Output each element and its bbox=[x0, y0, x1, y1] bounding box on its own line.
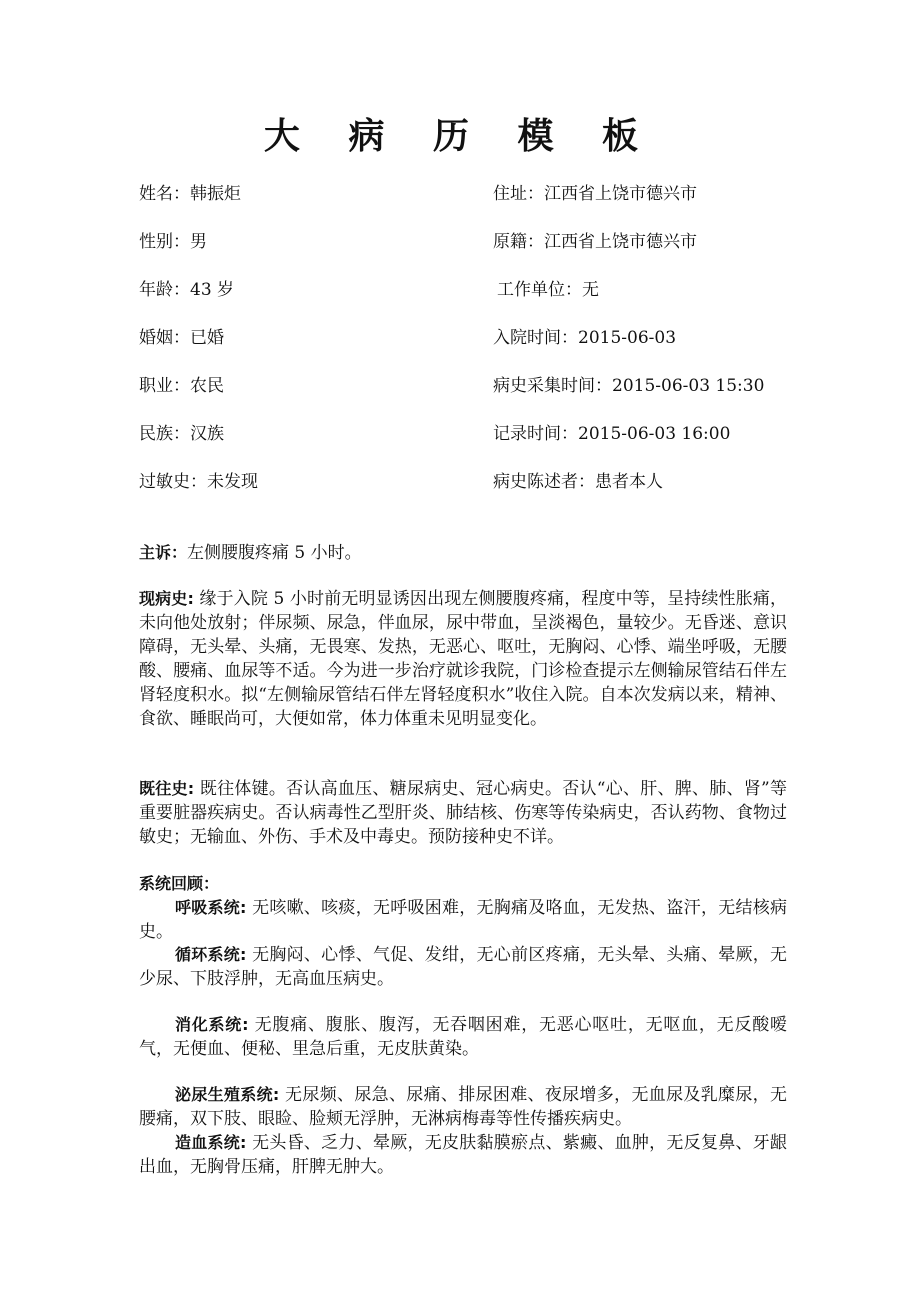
present-illness bbox=[139, 587, 787, 731]
review-label: 循环系统: bbox=[175, 945, 247, 964]
present-illness-label: 现病史: bbox=[139, 589, 194, 608]
info-value: 农民 bbox=[190, 376, 224, 396]
info-value: 江西省上饶市德兴市 bbox=[544, 232, 697, 252]
info-label: 原籍： bbox=[493, 232, 544, 252]
info-value: 2015-06-03 bbox=[578, 328, 677, 348]
past-history bbox=[139, 777, 787, 849]
review-label: 呼吸系统: bbox=[175, 898, 247, 917]
review-text: 无尿频、尿急、尿痛、排尿困难、夜尿增多，无血尿及乳糜尿，无腰痛，双下肢、眼睑、脸颊无浮肿，无淋病梅毒等性传播疾病史。 bbox=[139, 1085, 788, 1129]
document-title: 大 病 历 模 板 bbox=[263, 116, 657, 157]
info-value: 2015-06-03 15:30 bbox=[612, 376, 765, 396]
info-label: 性别： bbox=[139, 232, 190, 252]
info-allergy bbox=[139, 470, 258, 494]
chief-complaint-text: 左侧腰腹疼痛 5 小时。 bbox=[187, 543, 362, 563]
info-value: 未发现 bbox=[207, 472, 258, 492]
info-workplace bbox=[497, 278, 599, 302]
review-hematopoietic bbox=[139, 1131, 787, 1179]
info-label: 过敏史： bbox=[139, 472, 207, 492]
info-name bbox=[139, 182, 241, 206]
review-text: 无腹痛、腹胀、腹泻，无吞咽困难，无恶心呕吐，无呕血，无反酸嗳气，无便血、便秘、里急后重，无皮肤黄染。 bbox=[139, 1015, 787, 1059]
info-label: 民族： bbox=[139, 424, 190, 444]
chief-complaint-label: 主诉： bbox=[139, 543, 188, 562]
info-value: 无 bbox=[582, 280, 599, 300]
info-label: 工作单位： bbox=[497, 280, 582, 300]
past-history-text: 既往体键。否认高血压、糖尿病史、冠心病史。否认“心、肝、脾、肺、肾”等重要脏器疾病史。否认病毒性乙型肝炎、肺结核、伤寒等传染病史，否认药物、食物过敏史；无输血、外伤、手术及中毒史。预防接种史不详。 bbox=[139, 779, 787, 847]
info-value: 男 bbox=[190, 232, 207, 252]
info-admission-time bbox=[493, 326, 676, 350]
chief-complaint bbox=[139, 541, 787, 565]
review-text: 无咳嗽、咳痰，无呼吸困难，无胸痛及咯血，无发热、盗汗，无结核病史。 bbox=[139, 898, 787, 942]
info-label: 年龄： bbox=[139, 280, 190, 300]
info-value: 韩振炬 bbox=[190, 184, 241, 204]
info-occupation bbox=[139, 374, 224, 398]
info-label: 记录时间： bbox=[493, 424, 578, 444]
review-respiratory bbox=[139, 896, 787, 944]
info-label: 住址： bbox=[493, 184, 544, 204]
review-text: 无胸闷、心悸、气促、发绀，无心前区疼痛，无头晕、头痛、晕厥，无少尿、下肢浮肿，无高血压病史。 bbox=[139, 945, 787, 989]
info-narrator bbox=[493, 470, 663, 494]
info-value: 已婚 bbox=[190, 328, 224, 348]
info-value: 43 岁 bbox=[190, 280, 235, 300]
past-history-label: 既往史: bbox=[139, 779, 195, 798]
info-origin bbox=[493, 230, 697, 254]
info-value: 江西省上饶市德兴市 bbox=[544, 184, 697, 204]
present-illness-text: 缘于入院 5 小时前无明显诱因出现左侧腰腹疼痛，程度中等，呈持续性胀痛，未向他处放射；伴尿频、尿急，伴血尿，尿中带血，呈淡褐色，量较少。无昏迷、意识障碍，无头晕、头痛，无畏寒、发热，无恶心、呕吐，无胸闷、心悸、端坐呼吸，无腰酸、腰痛、血尿等不适。今为进一步治疗就诊我院，门诊检查提示左侧输尿管结石伴左肾轻度积水。拟“左侧输尿管结石伴左肾轻度积水”收住入院。自本次发病以来，精神、食欲、睡眠尚可，大便如常，体力体重未见明显变化。 bbox=[139, 589, 787, 729]
review-label: 泌尿生殖系统: bbox=[175, 1085, 280, 1104]
info-value: 2015-06-03 16:00 bbox=[578, 424, 731, 444]
info-label: 病史陈述者： bbox=[493, 472, 595, 492]
info-label: 婚姻： bbox=[139, 328, 190, 348]
info-label: 姓名： bbox=[139, 184, 190, 204]
info-marriage bbox=[139, 326, 224, 350]
review-circulatory bbox=[139, 943, 787, 991]
review-label: 消化系统: bbox=[175, 1015, 249, 1034]
systems-review-title: 系统回顾： bbox=[139, 874, 220, 893]
info-address bbox=[493, 182, 697, 206]
info-ethnicity bbox=[139, 422, 224, 446]
review-label: 造血系统: bbox=[175, 1133, 247, 1152]
review-digestive bbox=[139, 1013, 787, 1061]
info-history-time bbox=[493, 374, 764, 398]
info-label: 入院时间： bbox=[493, 328, 578, 348]
info-value: 汉族 bbox=[190, 424, 224, 444]
review-urogenital bbox=[139, 1083, 787, 1131]
info-value: 患者本人 bbox=[595, 472, 663, 492]
info-label: 职业： bbox=[139, 376, 190, 396]
systems-review-heading bbox=[139, 872, 787, 896]
info-record-time bbox=[493, 422, 730, 446]
info-label: 病史采集时间： bbox=[493, 376, 612, 396]
info-gender bbox=[139, 230, 207, 254]
info-age bbox=[139, 278, 234, 302]
review-text: 无头昏、乏力、晕厥，无皮肤黏膜瘀点、紫癜、血肿，无反复鼻、牙龈出血，无胸骨压痛，肝脾无肿大。 bbox=[139, 1133, 787, 1177]
